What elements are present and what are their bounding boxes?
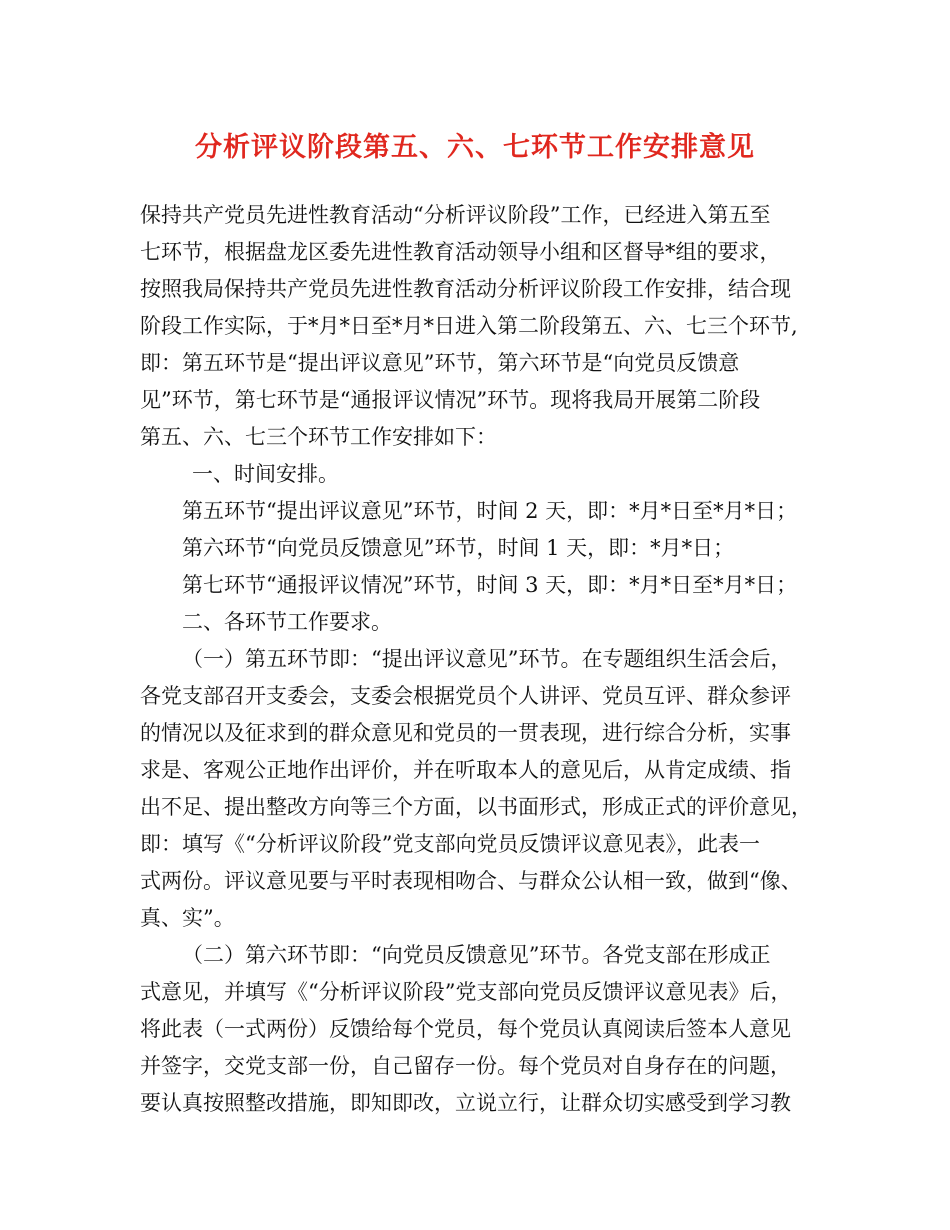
body-line: （一）第五环节即：“提出评议意见”环节。在专题组织生活会后， xyxy=(182,647,792,671)
body-line: 出不足、提出整改方向等三个方面，以书面形式，形成正式的评价意见， xyxy=(140,795,812,819)
document-title: 分析评议阶段第五、六、七环节工作安排意见 xyxy=(195,132,755,163)
body-line: 并签字，交党支部一份，自己留存一份。每个党员对自身存在的问题， xyxy=(140,1054,791,1078)
body-line: 阶段工作实际，于*月*日至*月*日进入第二阶段第五、六、七三个环节, xyxy=(140,314,798,338)
body-line: 式意见，并填写《“分析评议阶段”党支部向党员反馈评议意见表》后， xyxy=(140,980,792,1004)
body-line: 的情况以及征求到的群众意见和党员的一贯表现，进行综合分析，实事 xyxy=(140,721,791,745)
schedule-item: 第六环节“向党员反馈意见”环节，时间 1 天，即：*月*日； xyxy=(182,536,735,560)
schedule-item: 第七环节“通报评议情况”环节，时间 3 天，即：*月*日至*月*日； xyxy=(182,573,798,597)
body-line: 第五、六、七三个环节工作安排如下： xyxy=(140,425,497,449)
body-line: 各党支部召开支委会，支委会根据党员个人讲评、党员互评、群众参评 xyxy=(140,684,791,708)
schedule-item: 第五环节“提出评议意见”环节，时间 2 天，即：*月*日至*月*日； xyxy=(182,499,798,523)
body-line: 真、实”。 xyxy=(140,906,235,930)
body-line: 式两份。评议意见要与平时表现相吻合、与群众公认相一致，做到“像、 xyxy=(140,869,802,893)
body-line: 见”环节，第七环节是“通报评议情况”环节。现将我局开展第二阶段 xyxy=(140,388,761,412)
body-line: 要认真按照整改措施，即知即改，立说立行，让群众切实感受到学习教 xyxy=(140,1091,791,1115)
body-line: 即：第五环节是“提出评议意见”环节，第六环节是“向党员反馈意 xyxy=(140,351,740,375)
body-line: （二）第六环节即：“向党员反馈意见”环节。各党支部在形成正 xyxy=(182,943,771,967)
body-line: 七环节，根据盘龙区委先进性教育活动领导小组和区督导*组的要求， xyxy=(140,240,781,264)
body-line: 将此表（一式两份）反馈给每个党员，每个党员认真阅读后签本人意见 xyxy=(140,1017,791,1041)
body-line: 保持共产党员先进性教育活动“分析评议阶段”工作，已经进入第五至 xyxy=(140,203,771,227)
section-heading-requirements: 二、各环节工作要求。 xyxy=(182,610,392,634)
body-line: 按照我局保持共产党员先进性教育活动分析评议阶段工作安排，结合现 xyxy=(140,277,791,301)
body-line: 即：填写《“分析评议阶段”党支部向党员反馈评议意见表》，此表一 xyxy=(140,832,760,856)
body-line: 求是、客观公正地作出评价，并在听取本人的意见后，从肯定成绩、指 xyxy=(140,758,791,782)
section-heading-time: 一、时间安排。 xyxy=(192,462,339,486)
